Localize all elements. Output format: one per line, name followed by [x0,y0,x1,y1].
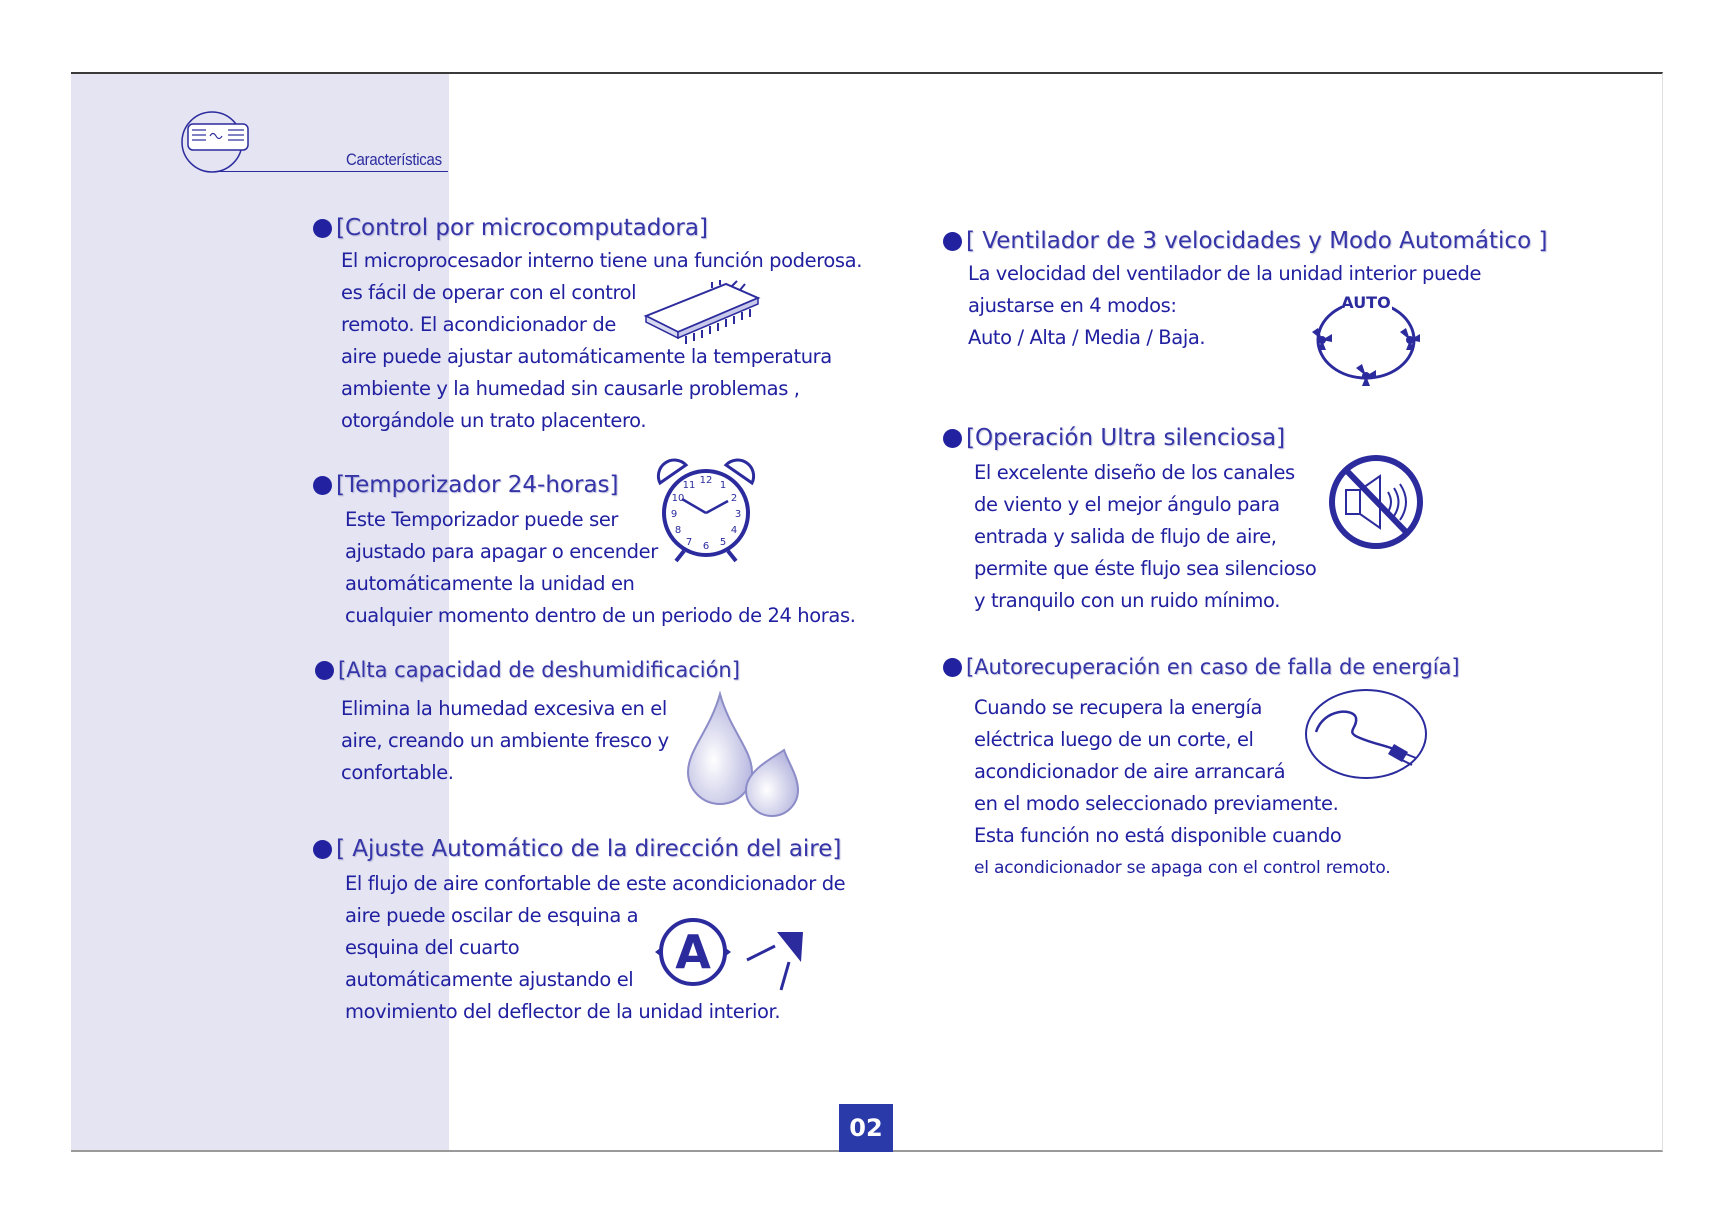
section-timer [313,470,856,632]
section-dehumidification [315,655,740,789]
clock-numeral: 8 [674,525,682,536]
bullet-icon [313,476,332,495]
section-body: Cuando se recupera la energía eléctrica luego de un corte, el acondicionador de aire arrancará en el modo seleccionado previamente. Esta función no está disponible cuando el acondicionador se apaga con el control remoto. [974,696,1391,878]
clock-numeral: 12 [699,475,713,486]
section-title: [Control por microcomputadora] [313,213,862,243]
microchip-icon [642,280,762,346]
section-microcomputer [313,213,862,437]
section-quiet-operation [943,423,1316,617]
clock-numeral: 5 [719,537,727,548]
auto-swing-letter: A [675,925,711,979]
bullet-icon [943,232,962,251]
section-body: Elimina la humedad excesiva en el aire, creando un ambiente fresco y confortable. [341,697,669,784]
bullet-icon [943,429,962,448]
auto-swing-icon [655,918,815,998]
section-title: [Alta capacidad de deshumidificación] [315,655,740,685]
clock-numeral: 2 [730,493,738,504]
section-body: La velocidad del ventilador de la unidad interior puede ajustarse en 4 modos: Auto / Alta / Media / Baja. [968,262,1482,349]
bullet-icon [313,219,332,238]
page-number-badge: 02 [839,1104,893,1152]
section-title: [ Ventilador de 3 velocidades y Modo Automático ] [943,226,1547,256]
bullet-icon [943,658,962,677]
clock-numeral: 9 [670,509,678,520]
fan-speed-cycle-icon [1306,288,1426,388]
clock-numeral: 4 [730,525,738,536]
bullet-icon [315,661,334,680]
section-fan-speeds [943,226,1547,354]
clock-numeral: 10 [671,493,685,504]
header-rule [214,171,448,172]
alarm-clock-icon [650,455,762,567]
air-conditioner-logo-icon [172,110,256,174]
mute-speaker-icon [1326,452,1426,552]
section-title: [ Ajuste Automático de la dirección del aire] [313,834,845,864]
section-title: [Operación Ultra silenciosa] [943,423,1316,453]
section-body: El microprocesador interno tiene una función poderosa. es fácil de operar con el control remoto. El acondicionador de aire puede ajustar automáticamente la temperatura ambiente y la humedad sin causarle problemas , otorgándole un trato placentero. [341,249,863,432]
section-body: Este Temporizador puede ser ajustado para apagar o encender automáticamente la unidad en cualquier momento dentro de un periodo de 24 horas. [345,508,856,627]
section-body: El excelente diseño de los canales de viento y el mejor ángulo para entrada y salida de flujo de aire, permite que éste flujo sea silencioso y tranquilo con un ruido mínimo. [974,461,1317,612]
water-drops-icon [680,690,804,820]
header-label: Características [346,150,442,169]
power-plug-icon [1304,688,1430,782]
section-title: [Temporizador 24-horas] [313,470,856,500]
clock-numeral: 1 [719,480,727,491]
clock-numeral: 11 [682,480,696,491]
bullet-icon [313,840,332,859]
fan-auto-label: AUTO [1341,293,1391,312]
clock-numeral: 6 [702,541,710,552]
clock-numeral: 3 [734,509,742,520]
section-body: El flujo de aire confortable de este acondicionador de aire puede oscilar de esquina a esquina del cuarto automáticamente ajustando el movimiento del deflector de la unidad interior. [345,872,846,1023]
clock-numeral: 7 [685,537,693,548]
section-title: [Autorecuperación en caso de falla de energía] [943,652,1460,682]
